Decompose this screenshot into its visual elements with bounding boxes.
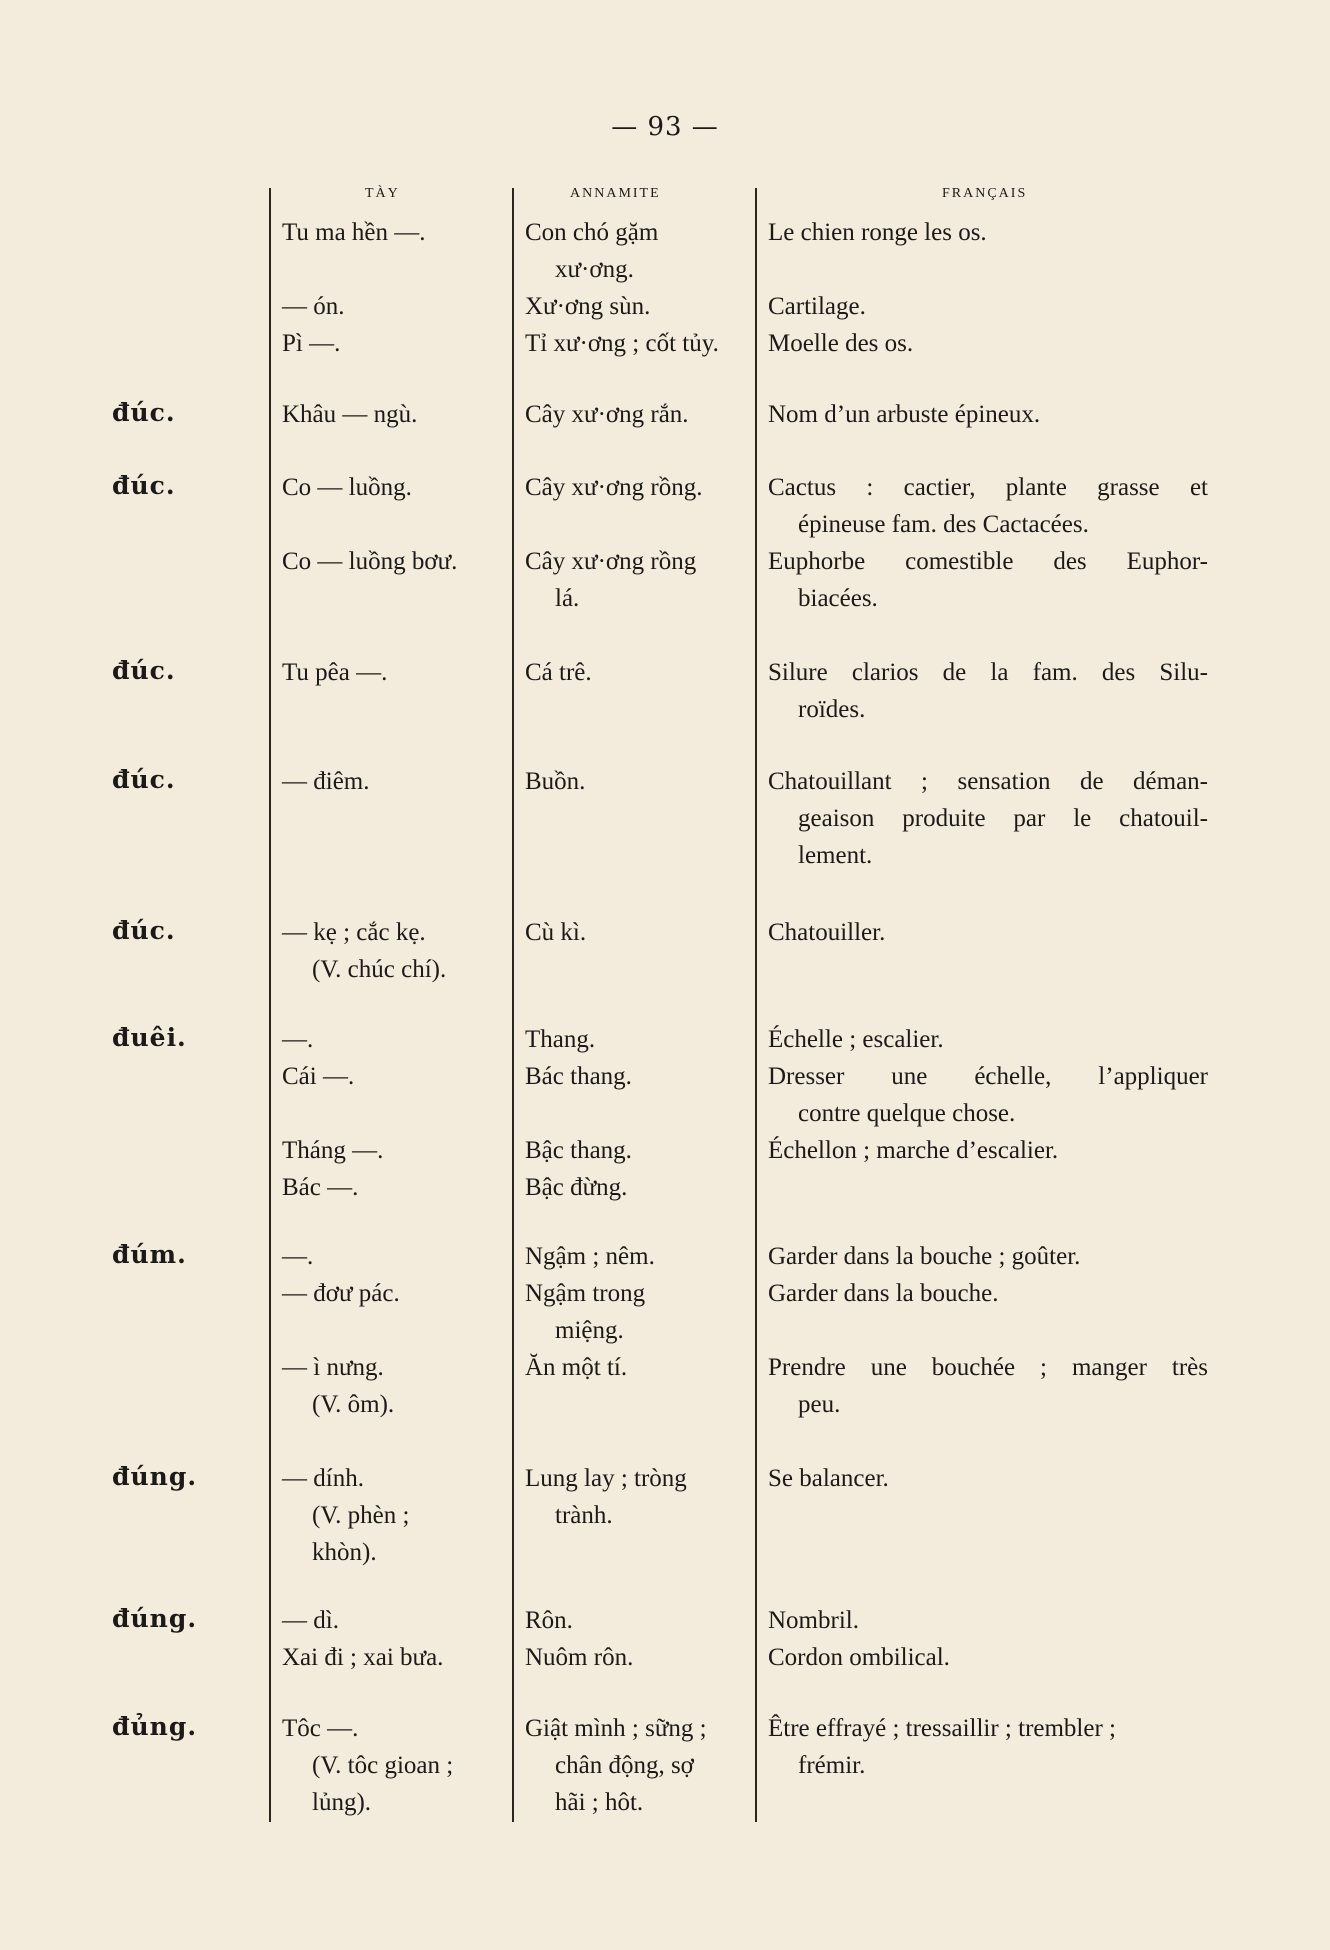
cell-line: lement.: [798, 842, 873, 869]
cell-line: (V. phèn ;: [312, 1502, 410, 1529]
francais-cell: [768, 763, 1208, 874]
cell-line: Échelle ; escalier.: [768, 1026, 944, 1053]
cell-line: khòn).: [312, 1539, 377, 1566]
francais-cell: [768, 1602, 1208, 1676]
entry-headword: đúc.: [112, 765, 176, 794]
annamite-cell: [525, 654, 753, 691]
entry-headword: đúc.: [112, 398, 176, 427]
tay-cell: [282, 914, 507, 988]
cell-line: lá.: [555, 585, 580, 612]
cell-line: Silure clarios de la fam. des Silu-: [768, 659, 1208, 686]
cell-line: —.: [282, 1026, 314, 1053]
annamite-cell: [525, 1710, 753, 1821]
cell-line: [768, 1312, 1208, 1349]
header-annamite: ANNAMITE: [570, 186, 661, 201]
cell-line: roïdes.: [798, 696, 866, 723]
cell-line: Ngậm trong: [525, 1280, 646, 1307]
cell-line: — ón.: [282, 293, 345, 320]
cell-line: biacées.: [798, 585, 878, 612]
cell-line: hãi ; hôt.: [555, 1789, 644, 1816]
cell-line: Bác —.: [282, 1174, 359, 1201]
cell-line: Garder dans la bouche ; goûter.: [768, 1243, 1081, 1270]
cell-line: Ăn một tí.: [525, 1354, 628, 1381]
entry-headword: đúc.: [112, 656, 176, 685]
cell-line: Buồn.: [525, 768, 586, 795]
entry-headword: đúc.: [112, 471, 176, 500]
cell-line: Euphorbe comestible des Euphor-: [768, 548, 1208, 575]
cell-line: (V. chúc chí).: [312, 956, 447, 983]
tay-cell: [282, 1710, 507, 1821]
cell-line: Cái —.: [282, 1063, 355, 1090]
tay-cell: [282, 396, 507, 433]
tay-cell: [282, 654, 507, 691]
francais-cell: [768, 1021, 1208, 1206]
francais-cell: [768, 1238, 1208, 1423]
cell-line: [525, 506, 753, 543]
cell-line: (V. tôc gioan ;: [312, 1752, 454, 1779]
cell-line: [768, 251, 1208, 288]
francais-cell: [768, 654, 1208, 728]
entry-headword: đúm.: [112, 1240, 187, 1269]
cell-line: Co — luồng bơư.: [282, 548, 458, 575]
cell-line: Ngậm ; nêm.: [525, 1243, 655, 1270]
cell-line: Cartilage.: [768, 293, 866, 320]
tay-cell: [282, 1460, 507, 1571]
cell-line: Nuôm rôn.: [525, 1644, 634, 1671]
cell-line: Pì —.: [282, 330, 341, 357]
cell-line: [282, 1095, 507, 1132]
cell-line: [525, 1095, 753, 1132]
tay-cell: [282, 214, 507, 362]
cell-line: geaison produite par le chatouil-: [798, 805, 1208, 832]
cell-line: frémir.: [798, 1752, 866, 1779]
cell-line: — dì.: [282, 1607, 339, 1634]
cell-line: — ì nưng.: [282, 1354, 384, 1381]
cell-line: Garder dans la bouche.: [768, 1280, 999, 1307]
annamite-cell: [525, 1602, 753, 1676]
francais-cell: [768, 396, 1208, 433]
cell-line: Cactus : cactier, plante grasse et: [768, 474, 1208, 501]
cell-line: [282, 251, 507, 288]
entry-headword: đúng.: [112, 1462, 198, 1491]
cell-line: Giật mình ; sững ;: [525, 1715, 707, 1742]
cell-line: [282, 1312, 507, 1349]
cell-line: Tu pêa —.: [282, 659, 388, 686]
annamite-cell: [525, 914, 753, 951]
cell-line: [282, 506, 507, 543]
header-francais: FRANÇAIS: [942, 186, 1028, 201]
cell-line: [525, 1386, 753, 1423]
entry-headword: đúc.: [112, 916, 176, 945]
annamite-cell: [525, 469, 753, 617]
cell-line: — dính.: [282, 1465, 364, 1492]
cell-line: xư·ơng.: [555, 256, 634, 283]
cell-line: chân động, sợ: [555, 1752, 694, 1779]
annamite-cell: [525, 1460, 753, 1534]
cell-line: Bác thang.: [525, 1063, 632, 1090]
cell-line: Moelle des os.: [768, 330, 914, 357]
cell-line: Thang.: [525, 1026, 596, 1053]
cell-line: Cây xư·ơng rắn.: [525, 401, 689, 428]
cell-line: Nom d’un arbuste épineux.: [768, 401, 1041, 428]
entry-headword: đuêi.: [112, 1023, 187, 1052]
francais-cell: [768, 214, 1208, 362]
cell-line: Tôc —.: [282, 1715, 359, 1742]
annamite-cell: [525, 1021, 753, 1206]
entry-headword: đủng.: [112, 1712, 198, 1741]
column-rule-left: [269, 188, 271, 1822]
tay-cell: [282, 469, 507, 580]
francais-cell: [768, 914, 1208, 951]
francais-cell: [768, 469, 1208, 617]
cell-line: Bậc thang.: [525, 1137, 632, 1164]
cell-line: — kẹ ; cắc kẹ.: [282, 919, 426, 946]
cell-line: Dresser une échelle, l’appliquer: [768, 1063, 1208, 1090]
cell-line: lủng).: [312, 1789, 372, 1816]
annamite-cell: [525, 396, 753, 433]
cell-line: trành.: [555, 1502, 613, 1529]
cell-line: Cây xư·ơng rồng: [525, 548, 697, 575]
cell-line: — điêm.: [282, 768, 370, 795]
tay-cell: [282, 1238, 507, 1423]
cell-line: — đơư pác.: [282, 1280, 400, 1307]
cell-line: Être effrayé ; tressaillir ; trembler ;: [768, 1715, 1116, 1742]
cell-line: (V. ôm).: [312, 1391, 395, 1418]
cell-line: Cá trê.: [525, 659, 592, 686]
cell-line: Bậc đừng.: [525, 1174, 628, 1201]
cell-line: Le chien ronge les os.: [768, 219, 987, 246]
tay-cell: [282, 763, 507, 800]
cell-line: Co — luồng.: [282, 474, 412, 501]
annamite-cell: [525, 214, 753, 362]
cell-line: Chatouillant ; sensation de déman-: [768, 768, 1208, 795]
cell-line: Xư·ơng sùn.: [525, 293, 651, 320]
cell-line: —.: [282, 1243, 314, 1270]
cell-line: Nombril.: [768, 1607, 859, 1634]
cell-line: Tỉ xư·ơng ; cốt tủy.: [525, 330, 719, 357]
cell-line: Cordon ombilical.: [768, 1644, 950, 1671]
cell-line: Xai đi ; xai bưa.: [282, 1644, 444, 1671]
cell-line: Khâu — ngù.: [282, 401, 418, 428]
cell-line: [768, 1169, 1208, 1206]
cell-line: Tháng —.: [282, 1137, 384, 1164]
entry-headword: đúng.: [112, 1604, 198, 1633]
cell-line: Chatouiller.: [768, 919, 886, 946]
column-rule-right: [755, 188, 757, 1822]
cell-line: Lung lay ; tròng: [525, 1465, 687, 1492]
annamite-cell: [525, 1238, 753, 1423]
cell-line: Tu ma hền —.: [282, 219, 426, 246]
cell-line: Se balancer.: [768, 1465, 889, 1492]
cell-line: miệng.: [555, 1317, 624, 1344]
column-rule-middle: [512, 188, 514, 1822]
cell-line: Con chó gặm: [525, 219, 659, 246]
tay-cell: [282, 1602, 507, 1676]
cell-line: peu.: [798, 1391, 841, 1418]
cell-line: Cù kì.: [525, 919, 587, 946]
cell-line: Prendre une bouchée ; manger très: [768, 1354, 1208, 1381]
cell-line: épineuse fam. des Cactacées.: [798, 511, 1089, 538]
page-number: — 93 —: [611, 112, 719, 142]
cell-line: Rôn.: [525, 1607, 573, 1634]
tay-cell: [282, 1021, 507, 1206]
cell-line: Cây xư·ơng rồng.: [525, 474, 703, 501]
annamite-cell: [525, 763, 753, 800]
header-tay: TÀY: [365, 186, 400, 201]
francais-cell: [768, 1710, 1208, 1784]
francais-cell: [768, 1460, 1208, 1497]
cell-line: contre quelque chose.: [798, 1100, 1016, 1127]
cell-line: Échellon ; marche d’escalier.: [768, 1137, 1059, 1164]
